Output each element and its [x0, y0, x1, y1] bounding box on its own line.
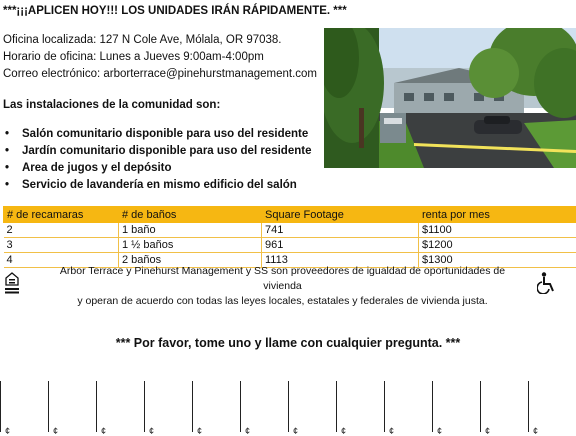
amenity-item: • Jardín comunitario disponible para uso del residente — [22, 145, 311, 157]
table-cell: 2 — [4, 223, 119, 238]
equal-opportunity-line: y operan de acuerdo con todas las leyes locales, estatales y federales de vivienda justa. — [77, 295, 488, 307]
tear-tab-label: ¢ — [53, 426, 59, 436]
table-cell: 1 baño — [119, 223, 262, 238]
tear-tab-label: ¢ — [101, 426, 107, 436]
tear-tab[interactable] — [96, 381, 145, 436]
column-header: renta por mes — [419, 207, 576, 223]
table-cell: 1113 — [262, 253, 419, 268]
tear-tab[interactable] — [288, 381, 337, 436]
tear-tab-label: ¢ — [197, 426, 203, 436]
amenity-item: • Salón comunitario disponible para uso del residente — [22, 128, 308, 140]
table-cell: $1100 — [419, 223, 576, 238]
table-cell: $1200 — [419, 238, 576, 253]
community-photo — [324, 28, 576, 168]
column-header: # de recamaras — [4, 207, 119, 223]
amenity-item: • Servicio de lavandería en mismo edificio del salón — [22, 179, 297, 191]
table-header-row — [4, 207, 576, 223]
tear-tab-label: ¢ — [485, 426, 491, 436]
tear-tab-label: ¢ — [341, 426, 347, 436]
amenity-item: • Area de jugos y el depósito — [22, 162, 172, 174]
tear-tab[interactable] — [48, 381, 97, 436]
table-cell: $1300 — [419, 253, 576, 268]
office-email: Correo electrónico: arborterrace@pinehurstmanagement.com — [3, 68, 318, 80]
office-location: Oficina localizada: 127 N Cole Ave, Mólala, OR 97038. — [3, 34, 282, 46]
table-row — [4, 223, 576, 238]
column-header: # de baños — [119, 207, 262, 223]
tear-tab-label: ¢ — [437, 426, 443, 436]
tear-tab-label: ¢ — [5, 426, 11, 436]
tear-tab[interactable] — [144, 381, 193, 436]
tear-off-tabs — [0, 381, 576, 436]
office-hours: Horario de oficina: Lunes a Jueves 9:00am-4:00pm — [3, 51, 264, 63]
equal-opportunity-statement — [40, 264, 525, 309]
table-cell: 3 — [4, 238, 119, 253]
tear-tab[interactable] — [480, 381, 529, 436]
units-table — [3, 206, 576, 268]
equal-opportunity-line: Arbor Terrace y Pinehurst Management y SS son proveedores de igualdad de oportunidades de vivienda — [59, 265, 506, 292]
tear-tab[interactable] — [0, 381, 49, 436]
table-cell: 1 ½ baños — [119, 238, 262, 253]
tear-tab-label: ¢ — [245, 426, 251, 436]
column-header: Square Footage — [262, 207, 419, 223]
table-row — [4, 238, 576, 253]
table-cell: 2 baños — [119, 253, 262, 268]
equal-housing-icon — [5, 272, 19, 296]
headline: ***¡¡¡APLICEN HOY!!! LOS UNIDADES IRÁN RÁPIDAMENTE. *** — [3, 5, 347, 17]
table-cell: 4 — [4, 253, 119, 268]
tear-tab[interactable] — [240, 381, 289, 436]
tear-tab-label: ¢ — [389, 426, 395, 436]
tear-tab[interactable] — [432, 381, 481, 436]
call-to-action: *** Por favor, tome uno y llame con cualquier pregunta. *** — [115, 336, 461, 350]
table-cell: 961 — [262, 238, 419, 253]
wheelchair-icon — [537, 272, 556, 294]
tear-tab[interactable] — [192, 381, 241, 436]
tear-tab-label: ¢ — [293, 426, 299, 436]
tear-tab[interactable] — [336, 381, 385, 436]
tear-tab-label: ¢ — [149, 426, 155, 436]
tear-tab-label: ¢ — [533, 426, 539, 436]
tear-tab[interactable] — [528, 381, 576, 436]
table-cell: 741 — [262, 223, 419, 238]
amenities-title: Las instalaciones de la comunidad son: — [3, 99, 221, 111]
tear-tab[interactable] — [384, 381, 433, 436]
